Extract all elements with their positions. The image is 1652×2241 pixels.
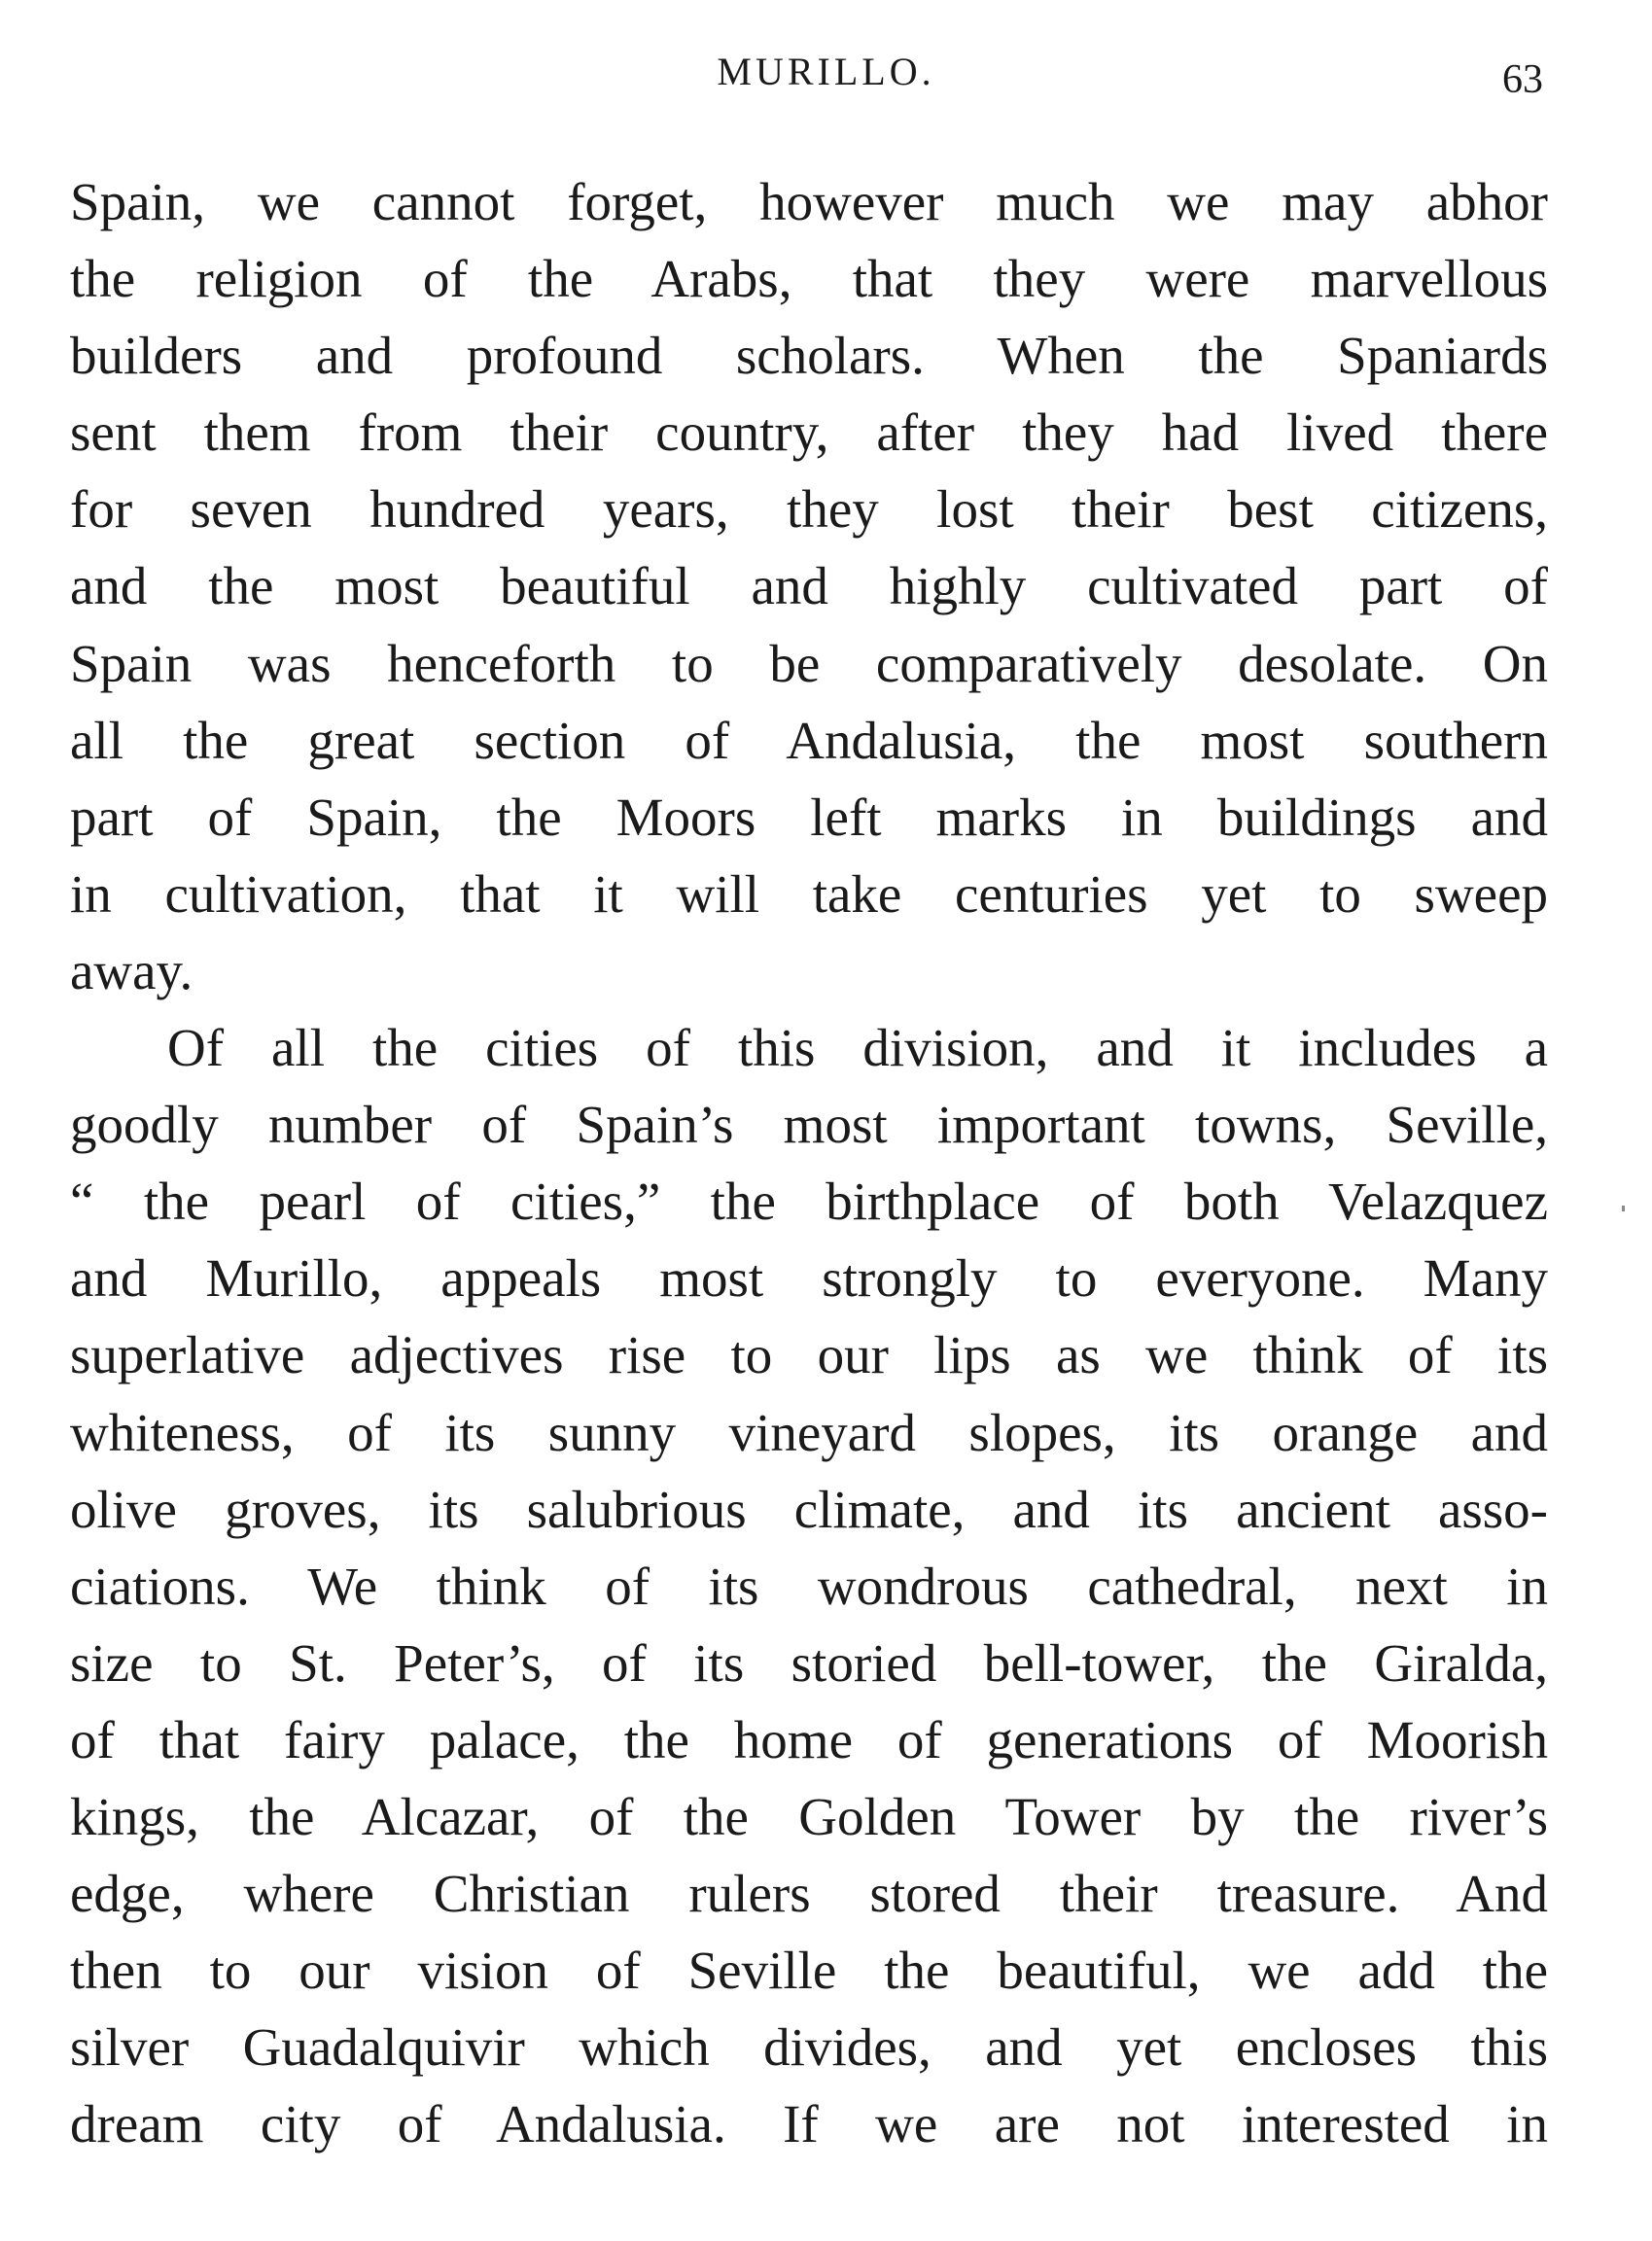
text-line: silver Guadalquivir which divides, and yet encloses this [70, 2017, 1548, 2078]
body-text [70, 163, 1548, 2162]
text-line: whiteness, of its sunny vineyard slopes, its orange and [70, 1402, 1548, 1462]
text-line: Of all the cities of this division, and it includes a [167, 1018, 1548, 1078]
text-line: superlative adjectives rise to our lips as we think of its [70, 1325, 1548, 1385]
text-line: Spain was henceforth to be comparatively desolate. On [70, 633, 1548, 693]
text-line: olive groves, its salubrious climate, and its ancient asso- [70, 1479, 1548, 1539]
text-line: away. [70, 940, 193, 1000]
text-line: size to St. Peter’s, of its storied bell-tower, the Giralda, [70, 1632, 1548, 1693]
text-line: then to our vision of Seville the beautiful, we add the [70, 1941, 1548, 2001]
text-line: sent them from their country, after they had lived there [70, 403, 1548, 463]
text-line: “ the pearl of cities,” the birthplace of both Velazquez [70, 1172, 1548, 1232]
text-line: ciations. We think of its wondrous cathedral, next in [70, 1556, 1548, 1616]
page-number: 63 [1502, 57, 1543, 102]
text-line: and the most beautiful and highly cultivated part of [70, 556, 1548, 616]
text-line: builders and profound scholars. When the Spaniards [70, 326, 1548, 386]
text-line: the religion of the Arabs, that they were marvellous [70, 249, 1548, 309]
text-line: of that fairy palace, the home of generations of Moorish [70, 1709, 1548, 1769]
text-line: edge, where Christian rulers stored their treasure. And [70, 1864, 1548, 1924]
text-line: goodly number of Spain’s most important towns, Seville, [70, 1095, 1548, 1155]
text-line: Spain, we cannot forget, however much we may abhor [70, 172, 1548, 231]
running-head [0, 49, 1652, 107]
text-line: all the great section of Andalusia, the most southern [70, 710, 1548, 770]
text-line: and Murillo, appeals most strongly to everyone. Many [70, 1248, 1548, 1309]
text-line: part of Spain, the Moors left marks in buildings and [70, 787, 1548, 847]
margin-speck [1622, 1206, 1625, 1211]
text-line: for seven hundred years, they lost their best citizens, [70, 479, 1548, 540]
text-line: kings, the Alcazar, of the Golden Tower by the river’s [70, 1786, 1548, 1846]
text-line: in cultivation, that it will take centuries yet to sweep [70, 863, 1548, 924]
running-title: MURILLO. [717, 50, 935, 93]
text-line: dream city of Andalusia. If we are not interested in [70, 2094, 1548, 2154]
